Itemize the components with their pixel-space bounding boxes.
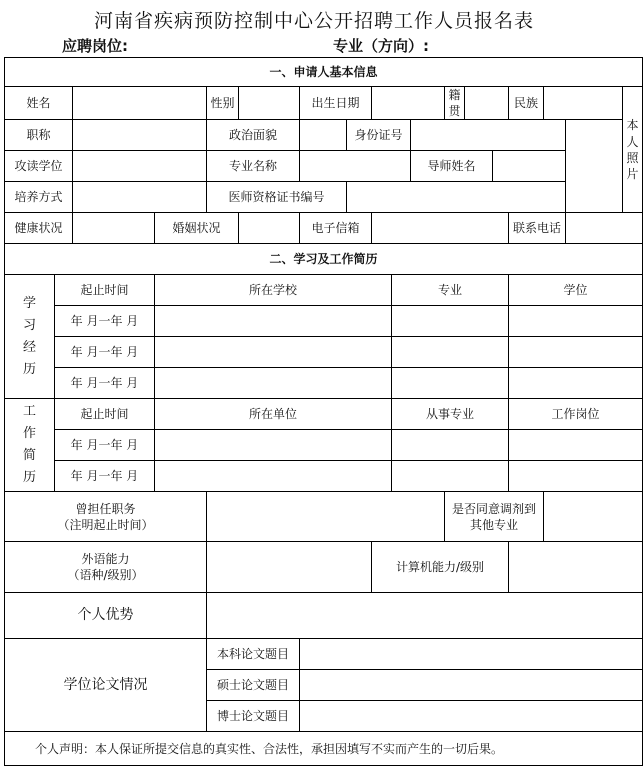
field-major-name[interactable] [300, 151, 411, 182]
study-header-major: 专业 [392, 275, 509, 306]
work-header-employer: 所在单位 [155, 399, 392, 430]
work-position-2[interactable] [509, 461, 643, 492]
field-thesis-bachelor[interactable] [300, 639, 643, 670]
major-label: 专业（方向）: [333, 37, 429, 55]
field-health[interactable] [73, 213, 155, 244]
field-doctor-cert[interactable] [347, 182, 566, 213]
label-transfer-line2: 其他专业 [469, 517, 518, 532]
work-position-1[interactable] [509, 430, 643, 461]
label-id-number: 身份证号 [347, 120, 411, 151]
field-ethnicity[interactable] [544, 87, 623, 120]
work-period-1[interactable]: 年 月一年 月 [55, 430, 155, 461]
field-name[interactable] [73, 87, 207, 120]
application-form-table [4, 57, 643, 766]
work-employer-2[interactable] [155, 461, 392, 492]
label-training: 培养方式 [5, 182, 73, 213]
study-school-3[interactable] [155, 368, 392, 399]
field-duties[interactable] [207, 492, 445, 542]
field-email[interactable] [372, 213, 509, 244]
field-title-rank[interactable] [73, 120, 207, 151]
study-period-3[interactable]: 年 月一年 月 [55, 368, 155, 399]
label-transfer [445, 492, 544, 542]
study-school-2[interactable] [155, 337, 392, 368]
label-name: 姓名 [5, 87, 73, 120]
label-origin: 籍贯 [445, 87, 465, 120]
photo-box[interactable]: 本人照片 [623, 87, 643, 213]
label-email: 电子信箱 [300, 213, 372, 244]
field-language[interactable] [207, 542, 372, 593]
label-duties-line1: 曾担任职务 [75, 501, 136, 516]
study-header-degree: 学位 [509, 275, 643, 306]
work-header-field: 从事专业 [392, 399, 509, 430]
label-transfer-line1: 是否同意调剂到 [451, 501, 536, 516]
work-header-period: 起止时间 [55, 399, 155, 430]
field-thesis-doctor[interactable] [300, 701, 643, 732]
label-thesis: 学位论文情况 [5, 639, 207, 732]
label-language [5, 542, 207, 593]
study-header-period: 起止时间 [55, 275, 155, 306]
label-phone: 联系电话 [509, 213, 566, 244]
study-period-2[interactable]: 年 月一年 月 [55, 337, 155, 368]
field-political[interactable] [300, 120, 347, 151]
work-employer-1[interactable] [155, 430, 392, 461]
label-language-line2: （语种/级别） [67, 568, 144, 583]
work-period-2[interactable]: 年 月一年 月 [55, 461, 155, 492]
field-gender[interactable] [239, 87, 300, 120]
study-major-2[interactable] [392, 337, 509, 368]
study-major-3[interactable] [392, 368, 509, 399]
work-field-2[interactable] [392, 461, 509, 492]
field-thesis-master[interactable] [300, 670, 643, 701]
work-header-position: 工作岗位 [509, 399, 643, 430]
field-transfer[interactable] [544, 492, 643, 542]
field-phone[interactable] [566, 213, 643, 244]
label-thesis-master: 硕士论文题目 [207, 670, 300, 701]
position-label: 应聘岗位: [62, 37, 128, 55]
label-marriage: 婚姻状况 [155, 213, 239, 244]
label-strengths: 个人优势 [5, 593, 207, 639]
label-language-line1: 外语能力 [81, 552, 130, 567]
label-doctor-cert: 医师资格证书编号 [207, 182, 347, 213]
label-computer: 计算机能力/级别 [372, 542, 509, 593]
label-birth: 出生日期 [300, 87, 372, 120]
section-basic-info-title: 一、申请人基本信息 [5, 58, 643, 87]
personal-declaration: 个人声明：本人保证所提交信息的真实性、合法性，承担因填写不实而产生的一切后果。 [5, 732, 643, 766]
section-resume-title: 二、学习及工作简历 [5, 244, 643, 275]
label-ethnicity: 民族 [509, 87, 544, 120]
label-thesis-doctor: 博士论文题目 [207, 701, 300, 732]
label-degree: 攻读学位 [5, 151, 73, 182]
label-duties [5, 492, 207, 542]
label-gender: 性别 [207, 87, 239, 120]
field-advisor[interactable] [493, 151, 566, 182]
study-school-1[interactable] [155, 306, 392, 337]
label-duties-line2: （注明起止时间） [57, 517, 154, 532]
work-field-1[interactable] [392, 430, 509, 461]
label-advisor: 导师姓名 [411, 151, 493, 182]
study-period-1[interactable]: 年 月一年 月 [55, 306, 155, 337]
field-origin[interactable] [465, 87, 509, 120]
field-degree[interactable] [73, 151, 207, 182]
field-birth[interactable] [372, 87, 445, 120]
study-degree-3[interactable] [509, 368, 643, 399]
label-thesis-bachelor: 本科论文题目 [207, 639, 300, 670]
study-degree-1[interactable] [509, 306, 643, 337]
field-training[interactable] [73, 182, 207, 213]
label-title-rank: 职称 [5, 120, 73, 151]
label-health: 健康状况 [5, 213, 73, 244]
study-experience-label: 学 习 经 历 [5, 275, 55, 399]
form-title: 河南省疾病预防控制中心公开招聘工作人员报名表 [93, 10, 534, 32]
field-computer[interactable] [509, 542, 643, 593]
study-header-school: 所在学校 [155, 275, 392, 306]
field-id-number[interactable] [411, 120, 566, 151]
study-degree-2[interactable] [509, 337, 643, 368]
field-strengths[interactable] [207, 593, 643, 639]
work-experience-label: 工 作 简 历 [5, 399, 55, 492]
label-major-name: 专业名称 [207, 151, 300, 182]
label-political: 政治面貌 [207, 120, 300, 151]
study-major-1[interactable] [392, 306, 509, 337]
field-marriage[interactable] [239, 213, 300, 244]
